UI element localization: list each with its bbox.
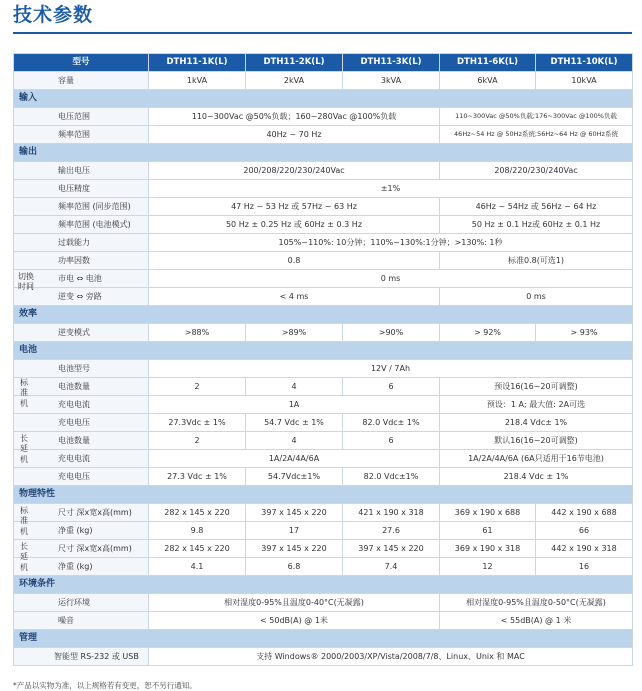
cell-value: 218.4 Vdc ± 1% <box>440 468 633 486</box>
row-label: 充电电压 <box>14 414 149 432</box>
transfer-group-label: 切换时间 <box>18 272 34 291</box>
physical-long-group-label: 长延机 <box>20 542 28 572</box>
cell-value: 4 <box>246 432 343 450</box>
capacity-value: 3kVA <box>343 72 440 90</box>
table-row <box>14 558 633 576</box>
table-row <box>14 234 633 252</box>
cell-value: 105%~110%: 10分钟；110%~130%:1分钟；>130%: 1秒 <box>149 234 633 252</box>
section-title: 效率 <box>14 306 633 324</box>
cell-value: 0 ms <box>440 288 633 306</box>
table-row <box>14 324 633 342</box>
row-label: 充电电流 <box>14 450 149 468</box>
footnote: *产品以实物为准，以上规格若有变更，恕不另行通知。 <box>13 681 197 690</box>
row-label: 频率范围 <box>14 126 149 144</box>
table-row <box>14 216 633 234</box>
row-label <box>14 270 149 291</box>
section-efficiency <box>14 306 633 324</box>
cell-value: < 55dB(A) @ 1 米 <box>440 612 633 630</box>
row-label-text: 电池型号 <box>58 363 90 373</box>
row-label: 噪音 <box>14 612 149 630</box>
section-physical <box>14 486 633 504</box>
cell-value: 82.0 Vdc± 1% <box>343 414 440 432</box>
page-title: 技术参数 <box>13 4 94 26</box>
table-row <box>14 414 633 432</box>
cell-value: 12V / 7Ah <box>149 360 633 378</box>
row-label: 逆变模式 <box>14 324 149 342</box>
row-label: 输出电压 <box>14 162 149 180</box>
section-output <box>14 144 633 162</box>
physical-std-group-label: 标准机 <box>20 506 28 536</box>
cell-value: 442 x 190 x 688 <box>536 504 633 522</box>
model-6k: DTH11-6K(L) <box>440 54 536 72</box>
section-title: 管理 <box>14 630 633 648</box>
row-label: 频率范围 (同步范围) <box>14 198 149 216</box>
table-row <box>14 180 633 198</box>
cell-value: 0.8 <box>149 252 440 270</box>
row-label: 电压精度 <box>14 180 149 198</box>
section-title: 输出 <box>14 144 633 162</box>
cell-value: 9.8 <box>149 522 246 540</box>
table-row <box>14 270 633 288</box>
row-label-text: 电池数量 <box>58 435 90 445</box>
table-row <box>14 288 633 306</box>
row-label: 电池数量 <box>14 378 149 396</box>
cell-value: > 92% <box>440 324 536 342</box>
row-label-text: 尺寸 深x宽x高(mm) <box>58 507 132 517</box>
title-underline <box>13 32 632 34</box>
table-row <box>14 126 633 144</box>
row-label: 逆变 ⇔ 旁路 <box>14 288 149 306</box>
cell-value: 369 x 190 x 688 <box>440 504 536 522</box>
battery-std-group-label: 标准机 <box>20 378 28 408</box>
capacity-value: 6kVA <box>440 72 536 90</box>
cell-value: 50 Hz ± 0.1 Hz或 60Hz ± 0.1 Hz <box>440 216 633 234</box>
cell-value: 397 x 145 x 220 <box>246 504 343 522</box>
capacity-value: 1kVA <box>149 72 246 90</box>
cell-value: 40Hz ~ 70 Hz <box>149 126 440 144</box>
cell-value: >90% <box>343 324 440 342</box>
section-title: 环境条件 <box>14 576 633 594</box>
cell-value: 2 <box>149 378 246 396</box>
cell-value: 6 <box>343 378 440 396</box>
cell-value: 支持 Windows® 2000/2003/XP/Vista/2008/7/8、Linux、Unix 和 MAC <box>149 648 633 666</box>
cell-value: 默认16(16~20可调整) <box>440 432 633 450</box>
row-label: 充电电压 <box>14 468 149 486</box>
cell-value: 397 x 145 x 220 <box>343 540 440 558</box>
cell-value: 442 x 190 x 318 <box>536 540 633 558</box>
section-input <box>14 90 633 108</box>
row-label: 电压范围 <box>14 108 149 126</box>
table-row <box>14 612 633 630</box>
cell-value: 282 x 145 x 220 <box>149 504 246 522</box>
header-row <box>14 54 633 72</box>
cell-value: 预设：1 A; 最大值: 2A可选 <box>440 396 633 414</box>
section-title: 物理特性 <box>14 486 633 504</box>
cell-value: 61 <box>440 522 536 540</box>
table-row <box>14 108 633 126</box>
cell-value: >88% <box>149 324 246 342</box>
table-row <box>14 468 633 486</box>
table-row <box>14 522 633 540</box>
row-label-text: 市电 ⇔ 电池 <box>58 273 102 283</box>
table-row <box>14 72 633 90</box>
model-2k: DTH11-2K(L) <box>246 54 343 72</box>
cell-value: 110~300Vac @50%负载；160~280Vac @100%负载 <box>149 108 440 126</box>
cell-value: 27.3 Vdc ± 1% <box>149 468 246 486</box>
cell-value: 27.3Vdc ± 1% <box>149 414 246 432</box>
table-row <box>14 252 633 270</box>
cell-value: 4.1 <box>149 558 246 576</box>
cell-value: 66 <box>536 522 633 540</box>
cell-value: 47 Hz ~ 53 Hz 或 57Hz ~ 63 Hz <box>149 198 440 216</box>
model-3k: DTH11-3K(L) <box>343 54 440 72</box>
row-label: 充电电流 <box>14 396 149 414</box>
cell-value: 1A <box>149 396 440 414</box>
cell-value: 46Hz~54 Hz @ 50Hz系统;56Hz~64 Hz @ 60Hz系统 <box>440 126 633 144</box>
cell-value: 369 x 190 x 318 <box>440 540 536 558</box>
table-row <box>14 432 633 450</box>
cell-value: 预设16(16~20可调整) <box>440 378 633 396</box>
capacity-value: 10kVA <box>536 72 633 90</box>
row-label: 智能型 RS-232 或 USB <box>14 648 149 666</box>
cell-value: 282 x 145 x 220 <box>149 540 246 558</box>
row-label: 频率范围 (电池模式) <box>14 216 149 234</box>
table-row <box>14 450 633 468</box>
cell-value: > 93% <box>536 324 633 342</box>
cell-value: >89% <box>246 324 343 342</box>
cell-value: 17 <box>246 522 343 540</box>
cell-value: 54.7 Vdc ± 1% <box>246 414 343 432</box>
cell-value: 200/208/220/230/240Vac <box>149 162 440 180</box>
cell-value: 6 <box>343 432 440 450</box>
row-label-text: 尺寸 深x宽x高(mm) <box>58 543 132 553</box>
cell-value: 208/220/230/240Vac <box>440 162 633 180</box>
cell-value: 397 x 145 x 220 <box>246 540 343 558</box>
cell-value: 4 <box>246 378 343 396</box>
model-1k: DTH11-1K(L) <box>149 54 246 72</box>
row-label: 过载能力 <box>14 234 149 252</box>
row-label: 运行环境 <box>14 594 149 612</box>
table-row <box>14 378 633 396</box>
cell-value: 110~300Vac @50%负载;176~300Vac @100%负载 <box>440 108 633 126</box>
cell-value: 27.6 <box>343 522 440 540</box>
table-row <box>14 504 633 522</box>
cell-value: < 4 ms <box>149 288 440 306</box>
cell-value: 82.0 Vdc±1% <box>343 468 440 486</box>
capacity-label: 容量 <box>14 72 149 90</box>
table-row <box>14 396 633 414</box>
cell-value: 1A/2A/4A/6A (6A只适用于16节电池) <box>440 450 633 468</box>
cell-value: 12 <box>440 558 536 576</box>
cell-value: 相对湿度0-95%且温度0-40°C(无凝露) <box>149 594 440 612</box>
cell-value: ±1% <box>149 180 633 198</box>
cell-value: 7.4 <box>343 558 440 576</box>
row-label: 净重 (kg) <box>14 558 149 576</box>
cell-value: 54.7Vdc±1% <box>246 468 343 486</box>
cell-value: < 50dB(A) @ 1米 <box>149 612 440 630</box>
cell-value: 0 ms <box>149 270 633 288</box>
cell-value: 16 <box>536 558 633 576</box>
cell-value: 421 x 190 x 318 <box>343 504 440 522</box>
section-management <box>14 630 633 648</box>
section-title: 电池 <box>14 342 633 360</box>
model-label: 型号 <box>14 54 149 72</box>
model-10k: DTH11-10K(L) <box>536 54 633 72</box>
cell-value: 46Hz ~ 54Hz 或 56Hz ~ 64 Hz <box>440 198 633 216</box>
table-row <box>14 162 633 180</box>
battery-long-group-label: 长延机 <box>20 434 28 464</box>
cell-value: 6.8 <box>246 558 343 576</box>
cell-value: 50 Hz ± 0.25 Hz 或 60Hz ± 0.3 Hz <box>149 216 440 234</box>
row-label: 功率因数 <box>14 252 149 270</box>
table-row <box>14 594 633 612</box>
capacity-value: 2kVA <box>246 72 343 90</box>
row-label: 净重 (kg) <box>14 522 149 540</box>
table-row <box>14 360 633 378</box>
cell-value: 标准0.8(可选1) <box>440 252 633 270</box>
cell-value: 1A/2A/4A/6A <box>149 450 440 468</box>
section-title: 输入 <box>14 90 633 108</box>
cell-value: 2 <box>149 432 246 450</box>
cell-value: 218.4 Vdc± 1% <box>440 414 633 432</box>
spec-table <box>13 53 633 666</box>
table-row <box>14 540 633 558</box>
cell-value: 相对湿度0-95%且温度0-50°C(无凝露) <box>440 594 633 612</box>
section-battery <box>14 342 633 360</box>
table-row <box>14 198 633 216</box>
table-row <box>14 648 633 666</box>
section-environment <box>14 576 633 594</box>
